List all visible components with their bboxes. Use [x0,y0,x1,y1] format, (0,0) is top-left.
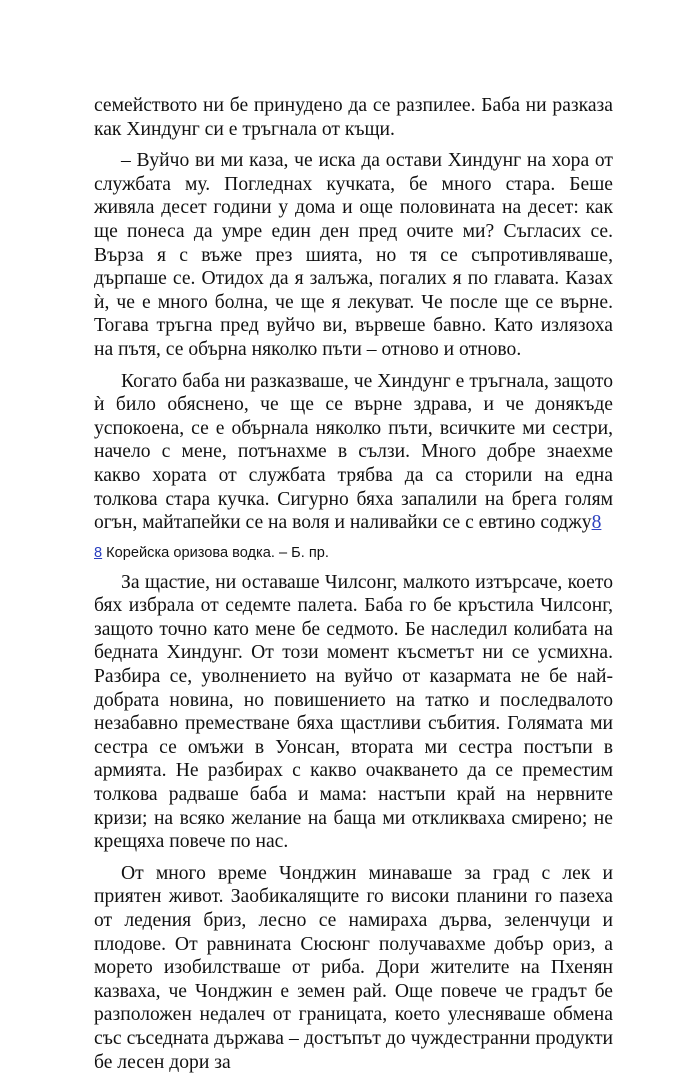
footnote-number-link[interactable]: 8 [94,544,103,561]
paragraph-3-text: Когато баба ни разказваше, че Хиндунг е тръгнала, защото ѝ било обяснено, че ще се върне здрава, и че донякъде успокоена, се е обърнала няколко пъти, всичките ми сестри, начело с мене, потънахме в сълзи. Много добре знаехме какво хората от службата трябва да са сторили на една толкова стара кучка. Сигурно бяха запалили на брега голям огън, майтапейки се на воля и наливайки се с евтино соджу [94,370,613,534]
footnote-text: Корейска оризова водка. – Б. пр. [102,544,329,561]
paragraph-4: За щастие, ни оставаше Чилсонг, малкото изтърсаче, което бях избрала от седемте палета. Баба го бе кръстила Чилсонг, защото точно като мене бе седмото. Бе наследил колибата на бедната Хиндунг. От този момент късметът ни се усмихна. Разбира се, уволнението на вуйчо от казармата не бе най-добрата новина, но повишението на татко и последвалото незабавно преместване бяха щастливи събития. Голямата ми сестра се омъжи в Уонсан, втората ми сестра постъпи в армията. Не разбирах с какво очакването да се преместим толкова радваше баба и мама: настъпи край на нервните кризи; на всяко желание на баща ми откликваха смирено; не крещяха повече по нас. [94,571,613,853]
book-page [94,94,613,1074]
paragraph-2: – Вуйчо ви ми каза, че иска да остави Хиндунг на хора от службата му. Погледнах кучката, бе много стара. Беше живяла десет години у дома и още половината на десет: как ще понеса да умре един ден пред очите ми? Съгласих се. Върза я с въже през шията, но тя се съпротивляваше, дърпаше се. Отидох да я залъжа, погалих я по главата. Казах ѝ, че е много болна, че ще я лекуват. Че после ще се върне. Тогава тръгна пред вуйчо ви, вървеше бавно. Като излязоха на пътя, се обърна няколко пъти – отново и отново. [94,150,613,360]
footnote-reference-link[interactable]: 8 [591,512,602,534]
paragraph-1: семейството ни бе принудено да се разпилее. Баба ни разказа как Хиндунг си е тръгнала от къщи. [94,95,613,140]
paragraph-3 [94,370,613,535]
paragraph-5: От много време Чонджин минаваше за град с лек и приятен живот. Заобикалящите го високи планини го пазеха от ледения бриз, лесно се намираха дърва, зеленчуци и плодове. От равнината Сюсюнг получавахме добър ориз, а морето изобилстваше от риба. Дори жителите на Пхенян казваха, че Чонджин е земен рай. Още повече че градът бе разположен недалеч от границата, което улесняваше обмена със съседната държава – достъпът до чуждестранни продукти бе лесен дори за [94,862,613,1073]
footnote [94,543,613,563]
